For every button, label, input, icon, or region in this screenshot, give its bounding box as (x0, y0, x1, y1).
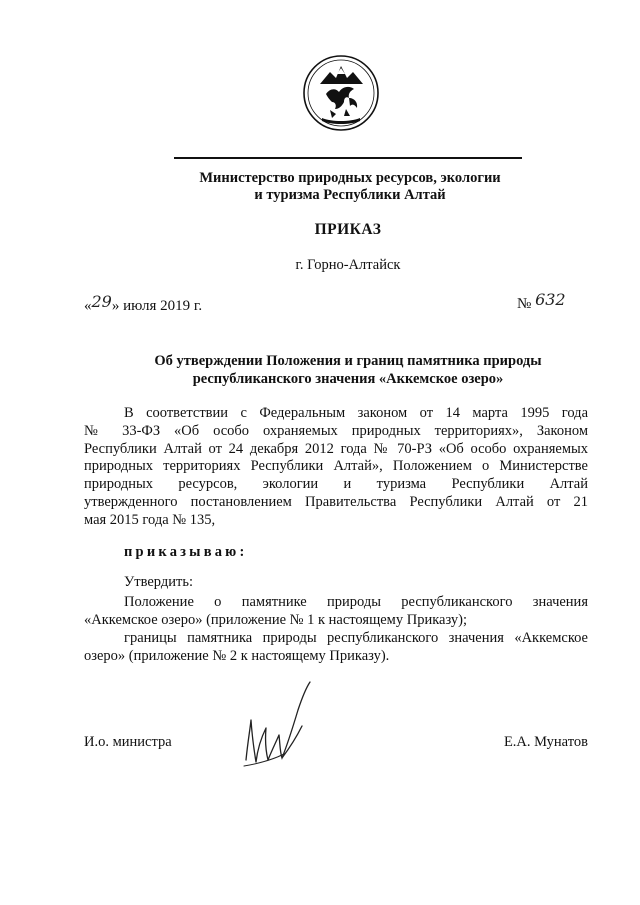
number-prefix: № (517, 296, 532, 312)
item-line: границы памятника природы республиканского значения «Аккемское (124, 630, 588, 646)
approve-heading: Утвердить: (124, 574, 193, 590)
intro-line: утвержденного постановлением Правительства Республики Алтай от 21 (84, 493, 588, 510)
order-word: приказываю: (124, 544, 248, 560)
approve-item-1 (84, 594, 588, 630)
date-month-year: июля 2019 г. (119, 298, 203, 314)
document-type: ПРИКАЗ (314, 221, 382, 238)
intro-paragraph (84, 405, 588, 530)
altai-emblem-icon (302, 54, 380, 132)
intro-line: Республики Алтай от 24 декабря 2012 года № 70-РЗ «Об особо охраняемых (84, 440, 588, 457)
intro-line: мая 2015 года № 135, (84, 511, 216, 528)
date-open-quote: « (84, 298, 92, 314)
signatory-name: Е.А. Мунатов (503, 734, 588, 750)
ministry-name-line2: и туризма Республики Алтай (254, 187, 446, 203)
date-close-quote: » (111, 298, 120, 314)
date-day: 29 (91, 292, 112, 311)
intro-line: В соответствии с Федеральным законом от 14 марта 1995 года (124, 405, 588, 421)
item-line: «Аккемское озеро» (приложение № 1 к настоящему Приказу); (84, 611, 467, 628)
signature-icon (236, 680, 326, 780)
subject-line2: республиканского значения «Аккемское озеро» (192, 371, 504, 387)
intro-line: природных территориях Республики Алтай», Положением о Министерстве (84, 458, 588, 475)
number-value: 632 (535, 290, 566, 309)
intro-line: № 33-ФЗ «Об особо охраняемых природных территориях», Законом (84, 422, 588, 439)
city: г. Горно-Алтайск (295, 257, 401, 273)
subject-line1: Об утверждении Положения и границ памятника природы (154, 353, 542, 369)
intro-line: природных ресурсов, экологии и туризма Республики Алтай (84, 476, 588, 493)
ministry-name-line1: Министерство природных ресурсов, экологии (199, 170, 501, 186)
item-line: Положение о памятнике природы республиканского значения (124, 594, 588, 610)
document-number (517, 290, 566, 313)
header-divider (174, 157, 522, 159)
document-date (84, 292, 203, 315)
item-line: озеро» (приложение № 2 к настоящему Приказу). (84, 647, 390, 664)
signatory-role: И.о. министра (84, 734, 172, 750)
approve-item-2 (84, 630, 588, 666)
